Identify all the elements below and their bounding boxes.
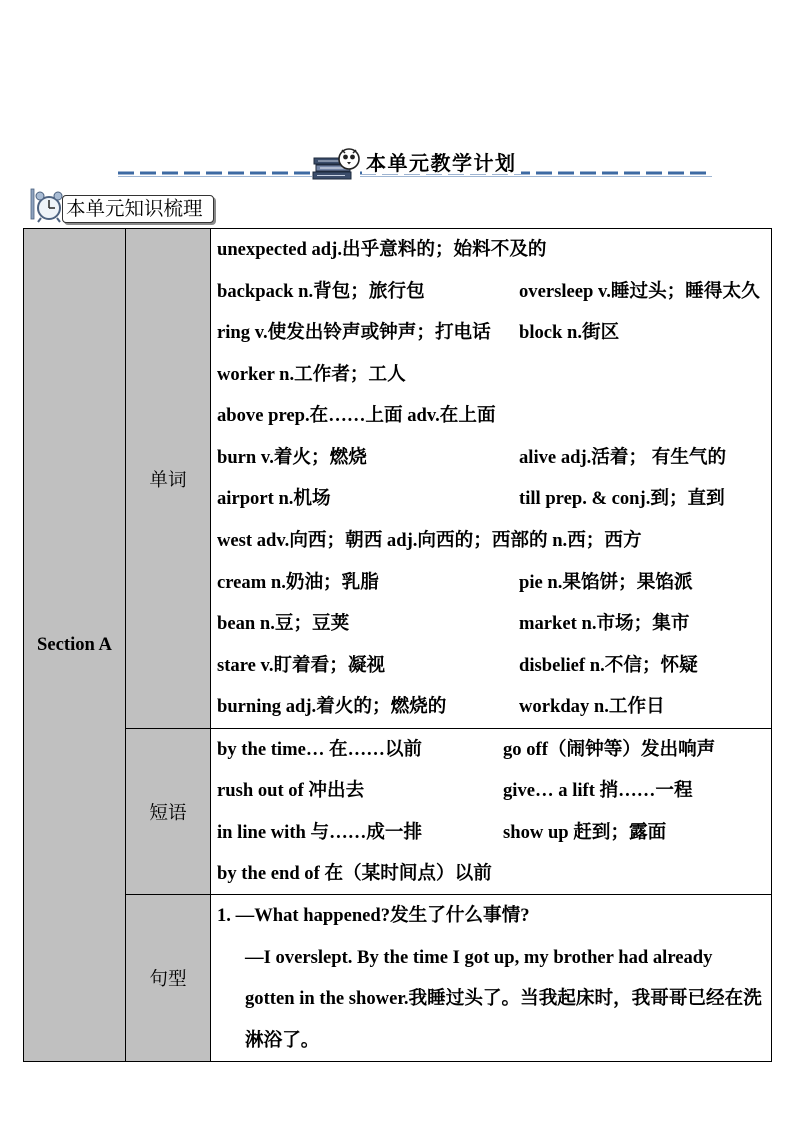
category-words — [125, 228, 211, 729]
word-entry: burn v.着火；燃烧 — [217, 446, 367, 468]
phrase-entry: rush out of 冲出去 — [217, 780, 365, 802]
category-label: 单词 — [149, 469, 187, 491]
phrase-line — [211, 770, 771, 811]
phrase-entry: show up 赶到；露面 — [503, 821, 667, 843]
phrase-line — [211, 812, 771, 853]
word-line — [211, 520, 771, 562]
word-entry: west adv.向西；朝西 adj.向西的；西部的 n.西；西方 — [217, 530, 642, 552]
page-title: 本单元教学计划 — [362, 152, 521, 174]
section-label: 本单元知识梳理 — [62, 195, 214, 223]
sentence-text: 1. —What happened?发生了什么事情? — [217, 905, 530, 926]
word-line — [211, 686, 771, 728]
word-line — [211, 229, 771, 271]
sentence-line — [211, 978, 771, 1020]
word-entry: workday n.工作日 — [519, 696, 665, 718]
phrase-entry: give… a lift 捎……一程 — [503, 780, 693, 802]
word-line — [211, 478, 771, 520]
sentence-text: 淋浴了。 — [245, 1029, 320, 1051]
word-entry: unexpected adj.出乎意料的；始料不及的 — [217, 239, 547, 260]
sentence-line — [211, 895, 771, 937]
category-sentences — [125, 894, 211, 1062]
word-line — [211, 437, 771, 479]
phrase-entry: by the end of 在（某时间点）以前 — [217, 862, 492, 884]
word-entry: alive adj.活着； 有生气的 — [519, 446, 727, 468]
word-entry: stare v.盯着看；凝视 — [217, 654, 386, 676]
word-entry: oversleep v.睡过头；睡得太久 — [519, 280, 760, 302]
category-label: 句型 — [149, 969, 187, 990]
word-entry: cream n.奶油；乳脂 — [217, 571, 379, 593]
sentence-text: gotten in the shower.我睡过头了。当我起床时，我哥哥已经在洗 — [245, 988, 762, 1009]
word-entry: till prep. & conj.到；直到 — [519, 488, 725, 510]
sentences-cell — [210, 894, 772, 1062]
phrase-entry: in line with 与……成一排 — [217, 821, 423, 843]
word-entry: bean n.豆；豆荚 — [217, 613, 350, 635]
books-clock-icon — [312, 147, 360, 180]
word-line — [211, 645, 771, 687]
phrase-entry: go off（闹钟等）发出响声 — [503, 739, 716, 760]
word-entry: ring v.使发出铃声或钟声；打电话 — [217, 322, 491, 344]
word-line — [211, 395, 771, 437]
word-line — [211, 312, 771, 354]
word-entry: pie n.果馅饼；果馅派 — [519, 571, 693, 593]
phrase-line — [211, 853, 771, 894]
category-label: 短语 — [149, 802, 187, 824]
word-entry: market n.市场；集市 — [519, 613, 690, 635]
word-entry: burning adj.着火的；燃烧的 — [217, 696, 447, 718]
word-entry: backpack n.背包；旅行包 — [217, 280, 425, 302]
sentence-line — [211, 937, 771, 979]
word-line — [211, 271, 771, 313]
word-entry: airport n.机场 — [217, 488, 331, 510]
sentence-line — [211, 1020, 771, 1062]
word-line — [211, 354, 771, 396]
phrases-cell — [210, 728, 772, 895]
word-entry: disbelief n.不信；怀疑 — [519, 654, 698, 676]
phrase-line — [211, 729, 771, 770]
words-cell — [210, 228, 772, 729]
category-phrases — [125, 728, 211, 895]
sentence-text: —I overslept. By the time I got up, my brother had already — [245, 946, 713, 968]
word-entry: above prep.在……上面 adv.在上面 — [217, 405, 496, 427]
word-line — [211, 562, 771, 604]
phrase-entry: by the time… 在……以前 — [217, 739, 423, 760]
word-entry: block n.街区 — [519, 322, 620, 344]
word-entry: worker n.工作者；工人 — [217, 363, 406, 385]
word-line — [211, 603, 771, 645]
section-cell — [23, 228, 126, 1062]
alarm-clock-icon — [28, 187, 64, 224]
section-title: Section A — [37, 634, 112, 655]
